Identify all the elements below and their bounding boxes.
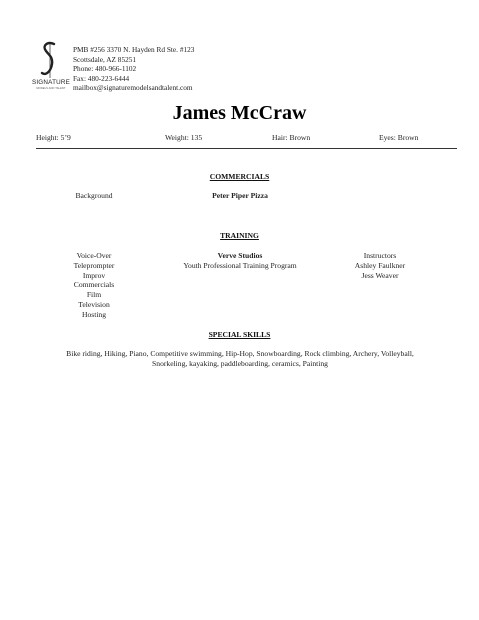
training-program: Youth Professional Training Program bbox=[183, 260, 297, 270]
logo-subtitle-text: MODELS AND TALENT bbox=[36, 87, 66, 90]
instructor-name: Jess Weaver bbox=[361, 270, 399, 280]
skills-line-1: Bike riding, Hiking, Piano, Competitive swimming, Hip-Hop, Snowboarding, Rock climbing, Archery, Volleyball, bbox=[66, 349, 414, 358]
training-subject: Television bbox=[78, 299, 110, 309]
commercials-heading: COMMERCIALS bbox=[209, 172, 270, 181]
agency-contact bbox=[73, 45, 194, 93]
signature-s-icon bbox=[37, 41, 63, 79]
training-subject: Commercials bbox=[73, 280, 115, 290]
training-studio: Verve Studios bbox=[217, 251, 263, 260]
training-heading: TRAINING bbox=[220, 231, 259, 240]
skills-line-2: Snorkeling, kayaking, paddleboarding, ceramics, Painting bbox=[152, 358, 328, 368]
logo-brand-text: SIGNATURE bbox=[31, 79, 71, 86]
commercial-role: Background bbox=[75, 191, 113, 200]
training-studio-block bbox=[140, 251, 340, 271]
header-divider bbox=[36, 148, 457, 149]
agency-address-line1: PMB #256 3370 N. Hayden Rd Ste. #123 bbox=[73, 45, 195, 54]
agency-phone: Phone: 480-966-1102 bbox=[73, 64, 137, 73]
training-subjects bbox=[54, 251, 134, 320]
agency-address-line2: Scottsdale, AZ 85251 bbox=[73, 54, 137, 64]
talent-name: James McCraw bbox=[172, 102, 307, 124]
instructors-label: Instructors bbox=[363, 251, 397, 260]
commercial-project: Peter Piper Pizza bbox=[212, 191, 268, 200]
instructor-name: Ashley Faulkner bbox=[354, 260, 406, 270]
training-subject: Teleprompter bbox=[73, 260, 115, 270]
training-subject: Film bbox=[86, 290, 102, 300]
stat-eyes: Eyes: Brown bbox=[379, 133, 419, 142]
agency-email: mailbox@signaturemodelsandtalent.com bbox=[73, 83, 193, 92]
training-subject: Improv bbox=[82, 270, 106, 280]
agency-fax: Fax: 480-223-6444 bbox=[73, 73, 130, 83]
stat-height: Height: 5’9 bbox=[36, 133, 71, 142]
training-subject: Hosting bbox=[81, 309, 107, 319]
special-skills-heading: SPECIAL SKILLS bbox=[208, 330, 271, 339]
special-skills-text bbox=[20, 349, 460, 369]
training-instructors bbox=[330, 251, 430, 280]
stat-hair: Hair: Brown bbox=[272, 133, 311, 142]
signature-logo bbox=[31, 41, 71, 93]
stat-weight: Weight: 135 bbox=[165, 133, 203, 142]
training-subject: Voice-Over bbox=[76, 251, 112, 260]
